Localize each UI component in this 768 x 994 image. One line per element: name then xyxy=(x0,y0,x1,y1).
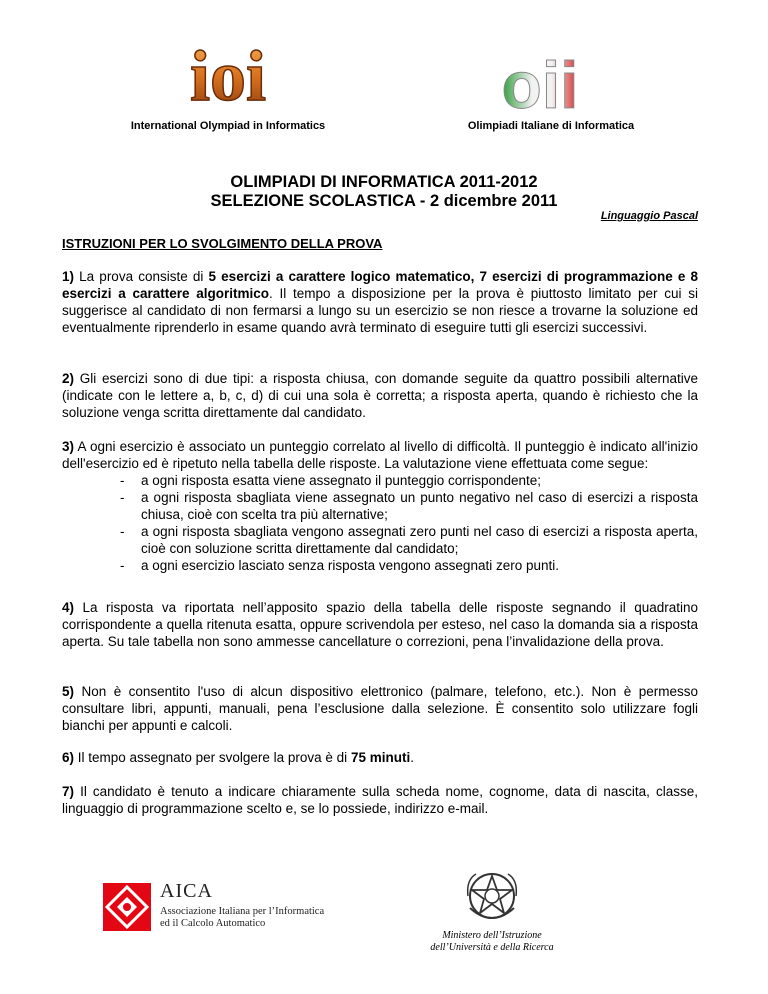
title-line-1: OLIMPIADI DI INFORMATICA 2011-2012 xyxy=(230,173,538,191)
instruction-emphasis: 5 esercizi a carattere logico matematico, 7 esercizi di programmazione e 8 esercizi a carattere algoritmico xyxy=(62,269,698,301)
instruction-text: Il tempo assegnato per svolgere la prova è di xyxy=(74,750,351,765)
instruction-number: 2) xyxy=(62,371,75,386)
title-line-2: SELEZIONE SCOLASTICA - 2 dicembre 2011 xyxy=(210,192,558,210)
scoring-list xyxy=(62,472,698,574)
instructions-heading: ISTRUZIONI PER LO SVOLGIMENTO DELLA PROVA xyxy=(62,236,383,251)
list-item: - a ogni esercizio lasciato senza risposta vengono assegnati zero punti. xyxy=(62,557,698,574)
instruction-text: A ogni esercizio è associato un punteggio correlato al livello di difficoltà. Il punteggio è indicato all'inizio dell'esercizio ed è ripetuto nella tabella delle risposte. La valutazione viene effettuata come segue: xyxy=(62,439,698,471)
aica-subtitle xyxy=(160,906,324,930)
instruction-number: 5) xyxy=(62,684,75,699)
ioi-logo xyxy=(163,40,293,108)
instruction-text: . xyxy=(410,750,414,765)
instruction-3 xyxy=(62,438,698,574)
instruction-text: . Il tempo a disposizione per la prova è piuttosto limitato per cui si suggerisce al candidato di non fermarsi a lungo su un esercizio se non riesce a trovarne la soluzione ed eventualmente riprenderlo in esame quando avrà terminato di eseguire tutti gli esercizi successivi. xyxy=(62,286,698,335)
oii-logo-text: oii xyxy=(501,50,579,114)
instruction-2 xyxy=(62,370,698,421)
aica-name: AICA xyxy=(160,880,213,902)
republic-emblem-icon xyxy=(462,866,522,928)
list-item: - a ogni risposta sbagliata vengono assegnati zero punti nel caso di esercizi a risposta aperta, cioè con soluzione scritta direttamente dal candidato; xyxy=(62,523,698,557)
instruction-1 xyxy=(62,268,698,336)
oii-caption: Olimpiadi Italiane di Informatica xyxy=(467,120,635,132)
instruction-number: 1) xyxy=(62,269,75,284)
list-item: - a ogni risposta sbagliata viene assegnato un punto negativo nel caso di esercizi a risposta chiusa, cioè con scelta tra più alternative; xyxy=(62,489,698,523)
instruction-emphasis: 75 minuti xyxy=(350,750,411,765)
instruction-text: Il candidato è tenuto a indicare chiaramente sulla scheda nome, cognome, data di nascita, classe, linguaggio di programmazione scelto e, se lo possiede, indirizzo e-mail. xyxy=(62,784,698,816)
oii-logo xyxy=(480,50,600,114)
instruction-text: Non è consentito l'uso di alcun dispositivo elettronico (palmare, telefono, etc.). Non è permesso consultare libri, appunti, manuali, pena l’esclusione dalla selezione. È consentito solo utilizzare fogli bianchi per appunti e calcoli. xyxy=(62,684,698,733)
instruction-7 xyxy=(62,783,698,817)
instruction-text: La risposta va riportata nell’apposito spazio della tabella delle risposte segnando il quadratino corrispondente a quella ritenuta esatta, oppure scrivendola per esteso, nel caso la domanda sia a risposta aperta. Su tale tabella non sono ammesse cancellature o correzioni, pena l’invalidazione della prova. xyxy=(62,600,698,649)
list-item: - a ogni risposta esatta viene assegnato il punteggio corrispondente; xyxy=(62,472,698,489)
ioi-caption: International Olympiad in Informatics xyxy=(130,120,326,132)
instruction-5 xyxy=(62,683,698,734)
aica-subtitle-line: ed il Calcolo Automatico xyxy=(160,918,266,929)
instruction-number: 4) xyxy=(62,600,75,615)
aica-logo-icon xyxy=(103,883,151,931)
ministry-name xyxy=(412,930,572,954)
instruction-number: 6) xyxy=(62,750,75,765)
instruction-number: 7) xyxy=(62,784,75,799)
instruction-4 xyxy=(62,599,698,650)
instruction-text: Gli esercizi sono di due tipi: a risposta chiusa, con domande seguite da quattro possibili alternative (indicate con le lettere a, b, c, d) di cui una sola è corretta; a risposta aperta, quando è richiesto che la soluzione venga scritta direttamente dal candidato. xyxy=(62,371,698,420)
ministry-line: Ministero dell’Istruzione xyxy=(442,930,542,941)
aica-subtitle-line: Associazione Italiana per l’Informatica xyxy=(160,906,325,917)
ioi-logo-text: ioi xyxy=(189,40,267,108)
instruction-6 xyxy=(62,749,698,766)
language-label: Linguaggio Pascal xyxy=(600,210,698,222)
instruction-number: 3) xyxy=(62,439,75,454)
ministry-line: dell’Università e della Ricerca xyxy=(430,942,554,953)
instruction-text: La prova consiste di xyxy=(74,269,209,284)
